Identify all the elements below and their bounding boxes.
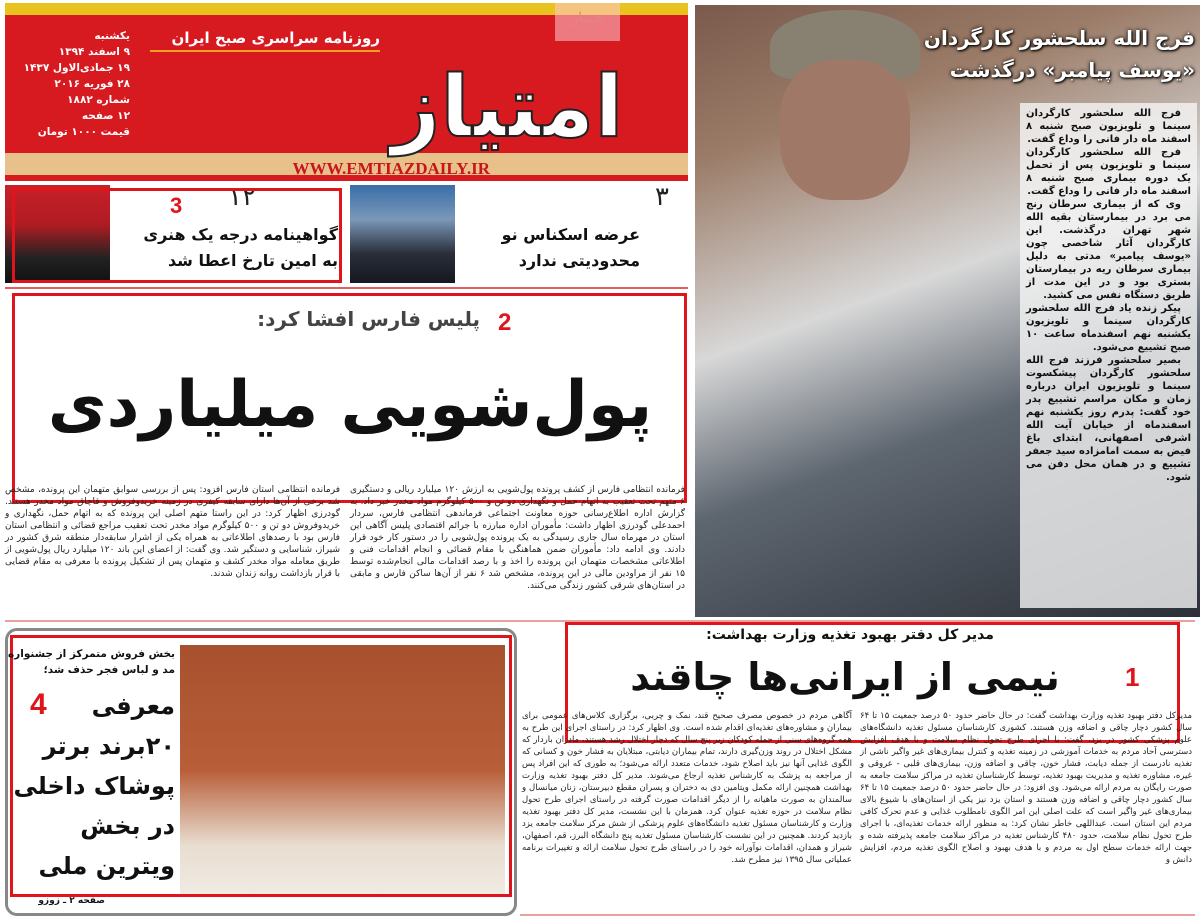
- paragraph: وی که از بیماری سرطان رنج می برد در بیمارستان بقیه الله شهر تهران درگذشت. این کارگردان آثار شاخصی چون «یوسف پیامبر» مدتی به دلیل بیماری سرطان ریه در بیمارستان بستری بود و در این مدت از طریق دستگاه نفس می کشید.: [1026, 199, 1191, 301]
- annotation-number-4: 4: [30, 688, 47, 721]
- page-count: ۱۲ صفحه: [81, 110, 130, 122]
- kicker-line: مد و لباس فجر حذف شد؛: [43, 664, 175, 676]
- issue-number: شماره ۱۸۸۲: [67, 94, 130, 106]
- paragraph: بصیر سلحشور فرزند فرج الله سلحشور کارگردان پیشکسوت سینما و تلویزیون ایران درباره زمان و مکان مراسم تشییع پدر خود گفت: پدرم روز یکشنبه نهم اسفندماه از خیابان آیت الله اشرفی اصفهانی، ابتدای باغ فیض به سمت امامزاده سید جعفر تشییع و در همان محل دفن می شود.: [1026, 355, 1191, 483]
- fashion-headline[interactable]: [15, 686, 175, 886]
- teaser-photo-banker: [350, 185, 455, 283]
- annotation-number-3: 3: [170, 193, 183, 218]
- obituary-headline[interactable]: [855, 22, 1195, 86]
- tagline: روزنامه سراسری صبح ایران: [150, 28, 380, 52]
- story-column: آگاهی مردم در خصوص مصرف صحیح قند، نمک و چربی، برگزاری کلاس‌های عمومی برای بیماران و مشاوره‌های تغذیه‌ای اقدام شده است. وی اظهار کرد: در راستای اجرای این طرح به همه گروه‌های سنی از جمله کودکان زیر پنج سال که دچار اختلال رشد هستند، مادران باردار که مشکل اختلال در روند وزن‌گیری دارند، تمام بیماران دیابتی، مبتلایان به فشار خون و کسانی که الگوی غذایی آنها نیز باید اصلاح شود، خدمات متعدد ارائه می‌شود؛ به طوری که این افراد پس از مراجعه به پزشک به کارشناس تغذیه ارجاع می‌شوند. مدیر کل دفتر بهبود تغذیه وزارت بهداشت همچنین ارائه مکمل ویتامین دی به دختران و پسران مقطع دبیرستان، زنان میانسال و سالمندان به صورت ماهیانه را از دیگر اقدامات صورت گرفته در راستای اجرای طرح تحول نظام سلامت در حوزه تغذیه عنوان کرد. همزمان با این نشست، مدیر کل دفتر بهبود تغذیه وزارت و کارشناسان مسئول تغذیه دانشگاه‌های علوم پزشکی از شش مرکز سلامت جامعه یزد بازدید کردند. همچنین در این نشست کارشناسان مسئول تغذیه پنج دانشگاه البرز، قم، اصفهان، شیراز و همدان، اقدامات نوآورانه خود را در راستای طرح تحول سلامت ارائه و تغییرات برنامه عملیاتی سال ۱۳۹۵ نیز مطرح شد.: [522, 711, 852, 865]
- paragraph: پیکر زنده یاد فرج الله سلحشور کارگردان سینما و تلویزیون یکشنبه نهم اسفندماه ساعت ۱۰ صبح تشییع می‌شود.: [1026, 303, 1191, 353]
- website-link[interactable]: WWW.EMTIAZDAILY.IR: [292, 159, 490, 178]
- teaser-headline-3[interactable]: [110, 222, 338, 274]
- headline-line: ویترین ملی: [38, 852, 175, 880]
- headline-line: «یوسف پیامبر» درگذشت: [949, 58, 1195, 82]
- story-headline[interactable]: نیمی از ایرانی‌ها چاقند: [630, 655, 1060, 699]
- kicker-line: بخش فروش متمرکز از جشنواره: [7, 648, 175, 660]
- headline-line: فرج الله سلحشور کارگردان: [923, 26, 1195, 50]
- issue-date-solar: ۹ اسفند ۱۳۹۴: [58, 46, 130, 58]
- newspaper-logo: امتیاز: [391, 58, 624, 157]
- headline-line: به امین تارخ اعطا شد: [167, 251, 338, 270]
- paragraph: فرج الله سلحشور کارگردان سینما و تلویزیون پس از تحمل یک دوره بیماری صبح شنبه ۸ اسفند ماه دار فانی را وداع گفت.: [1026, 147, 1191, 197]
- story-kicker: مدیر کل دفتر بهبود تغذیه وزارت بهداشت:: [706, 627, 994, 643]
- headline-line: در بخش: [80, 812, 175, 840]
- headline-line: ۲۰برند برتر: [42, 732, 175, 760]
- issue-info: [15, 28, 130, 140]
- divider: [520, 914, 1195, 916]
- annotation-number-1: 1: [1125, 662, 1140, 692]
- page-reference: صفحه ۲ ـ زوزو: [38, 896, 105, 906]
- headline-line: پوشاک داخلی: [13, 772, 175, 800]
- page-number: ۳: [655, 182, 669, 212]
- page-number: ۱۲: [228, 182, 256, 212]
- teaser-headline-banknotes[interactable]: [460, 222, 640, 274]
- paragraph: فرج الله سلحشور کارگردان سینما و تلویزیون صبح شنبه ۸ اسفند ماه دار فانی را وداع گفت.: [1026, 108, 1191, 145]
- story-kicker: پلیس فارس افشا کرد:: [257, 307, 480, 331]
- fashion-kicker: [7, 646, 175, 678]
- obituary-text: [1020, 103, 1197, 608]
- divider: [5, 287, 688, 289]
- issue-date-lunar: ۱۹ جمادی‌الاول ۱۴۳۷: [23, 62, 130, 74]
- issue-date-gregorian: ۲۸ فوریه ۲۰۱۶: [54, 78, 130, 90]
- main-headline[interactable]: پول‌شویی میلیاردی: [47, 368, 653, 442]
- story-column: فرمانده انتظامی فارس از کشف پرونده پول‌شویی به ارزش ۱۲۰ میلیارد ریالی و دستگیری ۶ متهم تحت تعقیب به اتهام حمل و نگهداری دو تن و ۵۰۰ کیلوگرم مواد مخدر خبر داد. به گزارش اداره اطلاع‌رسانی حوزه معاونت اجتماعی فرماندهی انتظامی فارس، سردار احمدعلی گودرزی اظهار داشت: مأموران اداره مبارزه با جرائم اقتصادی پلیس آگاهی این استان در مهرماه سال جاری رسیدگی به یک پرونده پول‌شویی را در دستور کار خود قرار دادند. وی ادامه داد: مأموران ضمن هماهنگی با مقام قضائی و انجام اقدامات فنی و اطلاعاتی مشخصات متهمان این پرونده را اخذ و با رصد اقدامات مالی انجام‌شده توسط ۱۵ نفر از مراودین مالی در این پرونده، مشخص شد ۶ نفر از آن‌ها ساکن فارس و مابقی در استان‌های شرقی کشور زندگی می‌کنند.: [350, 485, 686, 591]
- headline-line: گواهینامه درجه یک هنری: [143, 225, 338, 244]
- story-column: مدیرکل دفتر بهبود تغذیه وزارت بهداشت گفت: در حال حاضر حدود ۵۰ درصد جمعیت ۱۵ تا ۶۴ سال کشور دچار چاقی و اضافه وزن هستند. کشوری کارشناسان مسئول تغذیه دانشگاه‌های علوم پزشکی کشور در یزد، گفت: با اجرای طرح تحول نظام سلامت و با هدف افزایش دسترسی آحاد مردم به خدمات آموزشی در زمینه تغذیه و کنترل بیماری‌های غیر واگیر ناشی از تغذیه نادرست از جمله دیابت، فشار خون، چاقی و اضافه وزن، بیماری‌های قلبی - عروقی و غیره، مشاوره تغذیه و مدیریت بهبود تغذیه، توسط کارشناسان تغذیه در مراکز سلامت جامعه به صورت رایگان به مردم ارائه می‌شود. وی افزود: در حال حاضر حدود ۵۰ درصد جمعیت ۱۵ تا ۶۴ سال کشور دچار چاقی و اضافه وزن هستند و استان یزد نیز یکی از استان‌های با شیوع بالای بیماری‌های غیر واگیر است که علت اصلی این امر الگوی نامطلوب غذایی و عدم تحرک کافی مردم این استان است. عبداللهی خاطر نشان کرد: به منظور ارائه خدمات تغذیه‌ای، با اجرای طرح تحول نظام سلامت، حدود ۴۸۰ کارشناس تغذیه در مراکز سلامت جامعه پذیرفته شده و جهت ارائه خدمات سطح اول به مردم و با هدف بهبود و اصلاح الگوی تغذیه مردم، افزایش دانش و: [860, 711, 1192, 865]
- headline-line: عرضه اسکناس نو: [501, 225, 640, 244]
- headline-line: معرفی: [91, 692, 175, 720]
- watermark-logo: جـــار: [555, 3, 620, 41]
- issue-day: یکشنبه: [94, 30, 130, 42]
- price: قیمت ۱۰۰۰ تومان: [37, 126, 130, 138]
- headline-line: محدودیتی ندارد: [518, 251, 640, 270]
- annotation-number-2: 2: [498, 309, 512, 336]
- story-column: فرمانده انتظامی استان فارس افزود: پس از بررسی سوابق متهمان این پرونده، مشخص شد برخی از آن‌ها دارای سابقه کیفری در زمینه خریدوفروش و قاچاق مواد مخدر هستند. گودرزی اظهار کرد: در این راستا متهم اصلی این پرونده که به اتهام حمل، نگهداری و خریدوفروش دو تن و ۵۰۰ کیلوگرم مواد مخدر تحت تعقیب مراجع قضائی و انتظامی استان فارس بود با رصدهای اطلاعاتی به همراه یکی از اشرار سابقه‌دار منطقه شرق کشور در شیراز، شناسایی و دستگیر شد. وی گفت: از اعضای این باند ۱۲۰ میلیارد ریال پول‌شویی از طریق معامله مواد مخدر کشف و متهمان پس از تشکیل پرونده با معرفی به مقام قضایی با قرار بازداشت روانه زندان شدند.: [5, 485, 341, 579]
